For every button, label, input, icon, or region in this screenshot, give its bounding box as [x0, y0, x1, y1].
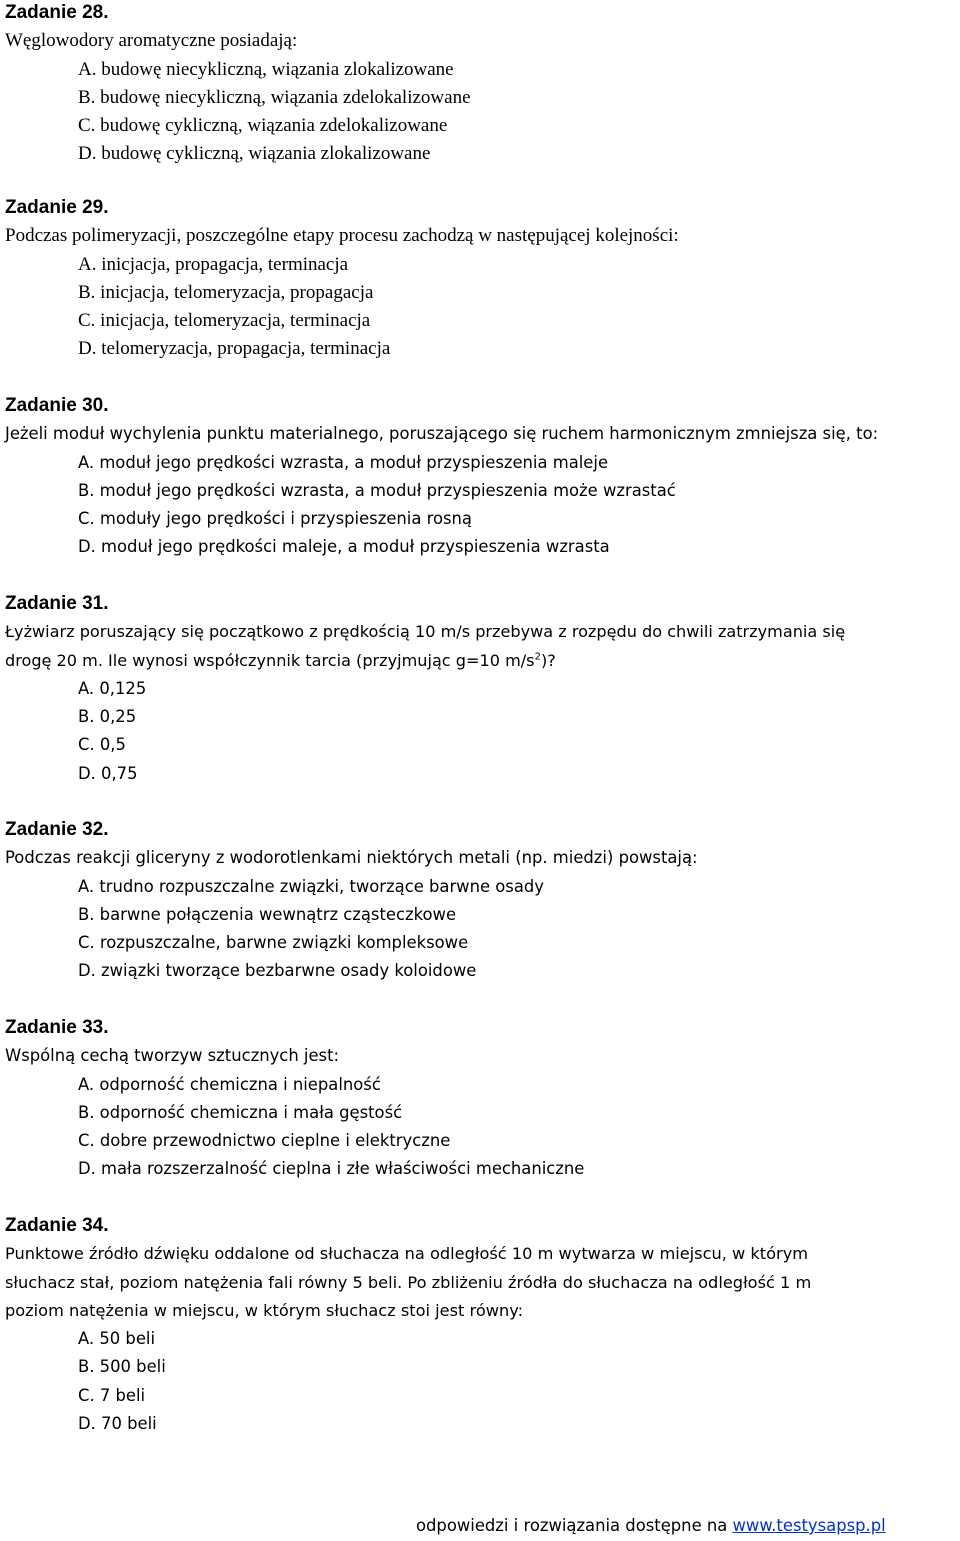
question-text-end: )? [540, 650, 556, 670]
task-question: Wspólną cechą tworzyw sztucznych jest: [5, 1046, 340, 1066]
answer-options [5, 1325, 811, 1438]
answer-option-d: D. mała rozszerzalność cieplna i złe właściwości mechaniczne [78, 1159, 585, 1179]
task-question-line-3: poziom natężenia w miejscu, w którym słuchacz stoi jest równy: [5, 1300, 524, 1320]
task-question: Węglowodory aromatyczne posiadają: [5, 30, 298, 52]
answer-option-c: C. 7 beli [78, 1385, 146, 1405]
task-30 [5, 392, 878, 562]
answer-option-c: C. dobre przewodnictwo cieplne i elektryczne [78, 1131, 451, 1151]
answer-option-d: D. związki tworzące bezbarwne osady koloidowe [78, 961, 477, 981]
answer-option-a: A. 0,125 [78, 678, 147, 698]
task-31 [5, 590, 845, 788]
answer-option-b: B. budowę niecykliczną, wiązania zdelokalizowane [78, 86, 471, 108]
answer-option-a: A. odporność chemiczna i niepalność [78, 1074, 381, 1094]
answer-option-c: C. budowę cykliczną, wiązania zdelokalizowane [78, 115, 448, 137]
answer-option-a: A. inicjacja, propagacja, terminacja [78, 253, 349, 275]
answer-option-b: B. odporność chemiczna i mała gęstość [78, 1102, 403, 1122]
answer-option-d: D. budowę cykliczną, wiązania zlokalizowane [78, 143, 431, 165]
task-question: Podczas reakcji gliceryny z wodorotlenkami niektórych metali (np. miedzi) powstają: [5, 848, 698, 868]
task-title: Zadanie 29. [5, 197, 109, 218]
answer-option-d: D. 70 beli [78, 1414, 157, 1434]
answer-options [5, 1071, 584, 1184]
answer-options [5, 251, 679, 364]
question-text: drogę 20 m. Ile wynosi współczynnik tarcia (przyjmując g=10 m/s [5, 650, 535, 670]
task-question: Podczas polimeryzacji, poszczególne etapy procesu zachodzą w następującej kolejności: [5, 225, 679, 247]
answer-option-b: B. inicjacja, telomeryzacja, propagacja [78, 281, 374, 303]
task-title: Zadanie 28. [5, 2, 109, 23]
answer-option-b: B. 0,25 [78, 707, 137, 727]
task-28 [5, 0, 471, 169]
task-question-line-2: słuchacz stał, poziom natężenia fali równy 5 beli. Po zbliżeniu źródła do słuchacza na odległość 1 m [5, 1272, 812, 1292]
answer-options [5, 449, 878, 562]
footer-link[interactable]: www.testysapsp.pl [732, 1516, 886, 1535]
task-title: Zadanie 31. [5, 593, 109, 614]
footer-text: odpowiedzi i rozwiązania dostępne na [416, 1516, 733, 1535]
answer-option-a: A. trudno rozpuszczalne związki, tworzące barwne osady [78, 876, 544, 896]
answer-option-a: A. moduł jego prędkości wzrasta, a moduł przyspieszenia maleje [78, 452, 609, 472]
answer-option-d: D. telomeryzacja, propagacja, terminacja [78, 338, 391, 360]
task-34 [5, 1212, 811, 1438]
answer-option-d: D. 0,75 [78, 763, 138, 783]
answer-options [5, 56, 471, 169]
answer-option-c: C. inicjacja, telomeryzacja, terminacja [78, 310, 371, 332]
answer-option-c: C. moduły jego prędkości i przyspieszenia rosną [78, 509, 472, 529]
task-title: Zadanie 32. [5, 819, 109, 840]
answer-option-c: C. 0,5 [78, 735, 126, 755]
task-question-line-1: Punktowe źródło dźwięku oddalone od słuchacza na odległość 10 m wytwarza w miejscu, w którym [5, 1244, 809, 1264]
footer-note [416, 1512, 886, 1540]
answer-option-a: A. 50 beli [78, 1329, 156, 1349]
exponent: 2 [534, 651, 541, 663]
task-question-line-1: Łyżwiarz poruszający się początkowo z prędkością 10 m/s przebywa z rozpędu do chwili zatrzymania się [5, 622, 846, 642]
answer-option-c: C. rozpuszczalne, barwne związki kompleksowe [78, 933, 469, 953]
answer-option-b: B. 500 beli [78, 1357, 166, 1377]
task-32 [5, 816, 698, 986]
answer-option-a: A. budowę niecykliczną, wiązania zlokalizowane [78, 58, 454, 80]
task-title: Zadanie 34. [5, 1215, 109, 1236]
task-29 [5, 194, 679, 364]
task-33 [5, 1014, 584, 1184]
answer-options [5, 675, 845, 788]
answer-options [5, 873, 698, 986]
answer-option-d: D. moduł jego prędkości maleje, a moduł przyspieszenia wzrasta [78, 537, 610, 557]
task-title: Zadanie 30. [5, 395, 109, 416]
task-question-line-2 [5, 647, 845, 675]
task-title: Zadanie 33. [5, 1017, 109, 1038]
answer-option-b: B. moduł jego prędkości wzrasta, a moduł przyspieszenia może wzrastać [78, 480, 676, 500]
answer-option-b: B. barwne połączenia wewnątrz cząsteczkowe [78, 904, 457, 924]
task-question: Jeżeli moduł wychylenia punktu materialnego, poruszającego się ruchem harmonicznym zmniejsza się, to: [5, 424, 879, 444]
